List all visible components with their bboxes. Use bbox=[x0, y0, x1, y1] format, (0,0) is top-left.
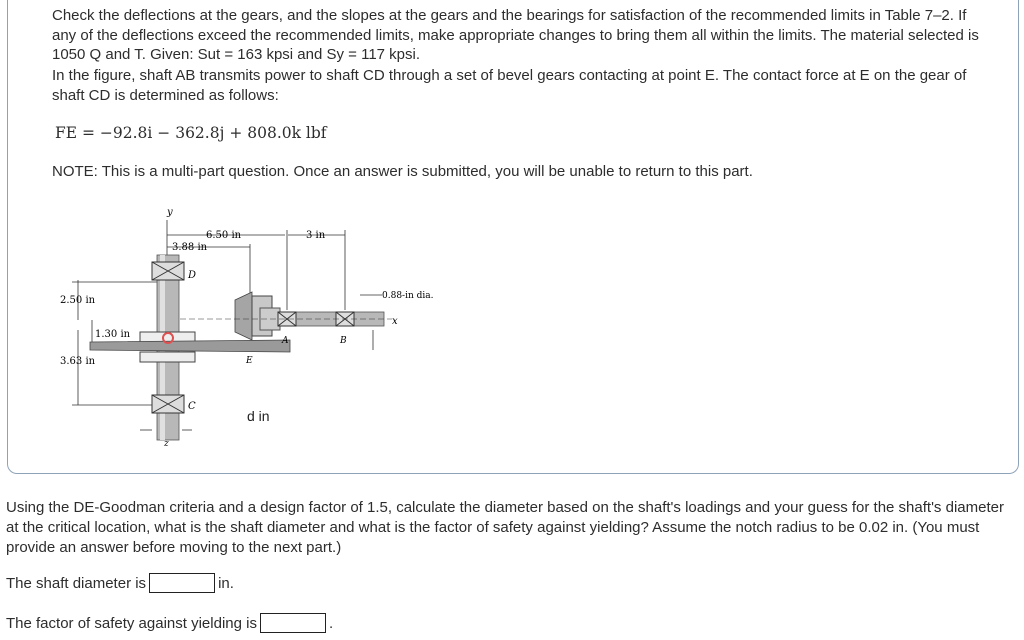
diameter-answer-row bbox=[6, 573, 234, 593]
dim-3-88: 3.88 in bbox=[172, 242, 208, 253]
diameter-unit: in. bbox=[218, 574, 234, 592]
dim-3: 3 in bbox=[306, 230, 326, 241]
diameter-input[interactable] bbox=[149, 573, 215, 593]
dim-1-30: 1.30 in bbox=[95, 329, 131, 340]
bearing-c-label: C bbox=[188, 401, 196, 412]
fos-label: The factor of safety against yielding is bbox=[6, 614, 257, 632]
dim-2-50: 2.50 in bbox=[60, 295, 96, 306]
dim-3-63: 3.63 in bbox=[60, 356, 96, 367]
contact-e-label: E bbox=[246, 356, 253, 366]
bearing-d-label: D bbox=[188, 270, 197, 281]
question-text: Using the DE-Goodman criteria and a design factor of 1.5, calculate the diameter based on the shaft's loadings and your guess for the shaft's diameter at the critical location, what is the shaft diameter and what is the factor of safety against yielding? Assume the notch radius to be 0.02 in. (You must provide an answer before moving to the next part.) bbox=[6, 499, 1004, 556]
dim-6-50: 6.50 in bbox=[206, 230, 242, 241]
force-equation: FE = −92.8i − 362.8j + 808.0k lbf bbox=[55, 124, 327, 142]
multi-part-note: NOTE: This is a multi-part question. Once an answer is submitted, you will be unable to return to this part. bbox=[52, 163, 753, 180]
axis-x-label: x bbox=[392, 316, 398, 327]
shaft-figure bbox=[40, 200, 460, 450]
bearing-b-label: B bbox=[340, 336, 347, 346]
fos-answer-row bbox=[6, 613, 333, 633]
fos-suffix: . bbox=[328, 614, 334, 632]
diameter-label: The shaft diameter is bbox=[6, 574, 147, 592]
dia-label: 0.88-in dia. bbox=[382, 291, 434, 301]
bearing-a-label: A bbox=[282, 336, 289, 346]
diameter-d-label: d in bbox=[247, 408, 270, 424]
axis-z-label: z bbox=[164, 439, 169, 449]
problem-paragraph-1: Check the deflections at the gears, and the slopes at the gears and the bearings for satisfaction of the recommended limits in Table 7–2. If any of the deflections exceed the recommended limits, make appropriate changes to bring them all within the limits. The material selected is 1050 Q and T. Given: Sut = 163 kpsi and Sy = 117 kpsi. bbox=[52, 7, 979, 63]
problem-paragraph-2: In the figure, shaft AB transmits power to shaft CD through a set of bevel gears contacting at point E. The contact force at E on the gear of shaft CD is determined as follows: bbox=[52, 67, 967, 104]
fos-input[interactable] bbox=[260, 613, 326, 633]
axis-y-label: y bbox=[167, 207, 173, 218]
